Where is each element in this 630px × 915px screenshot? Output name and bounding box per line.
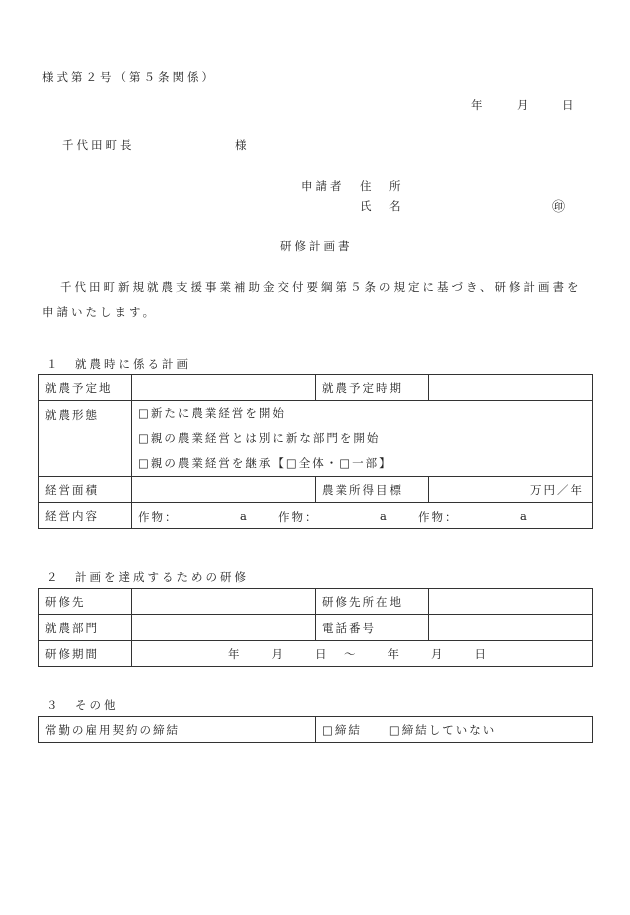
address-label: 住 所 — [360, 179, 404, 193]
training-table — [38, 588, 593, 667]
label-farm-start: 就農予定時期 — [316, 375, 429, 401]
label-farm-division: 就農部門 — [39, 615, 132, 641]
table-row — [39, 717, 593, 743]
section1-heading: １ 就農時に係る計画 — [46, 357, 191, 371]
addressee: 千代田町長 — [62, 138, 135, 152]
date-month-label: 月 — [517, 98, 532, 112]
crop3-label: 作物： — [418, 510, 459, 524]
table-row — [39, 589, 593, 615]
label-phone: 電話番号 — [316, 615, 429, 641]
body-text: 千代田町新規就農支援事業補助金交付要綱第５条の規定に基づき、研修計画書を申請いたします。 — [42, 280, 582, 319]
farm-start-field[interactable] — [429, 375, 593, 401]
farm-area-field[interactable] — [132, 477, 316, 503]
crop2-unit: a — [380, 509, 389, 523]
date-year-label: 年 — [471, 98, 486, 112]
crop2-label: 作物： — [278, 510, 319, 524]
table-row — [39, 401, 593, 477]
farm-type-option-new[interactable]: □新たに農業経営を開始 — [138, 406, 286, 420]
farm-location-field[interactable] — [132, 375, 316, 401]
training-place-field[interactable] — [132, 589, 316, 615]
crop1-unit: a — [240, 509, 249, 523]
label-training-period: 研修期間 — [39, 641, 132, 667]
applicant-label: 申請者 — [301, 179, 345, 193]
income-target-field[interactable] — [429, 477, 593, 503]
farm-type-option-new-division[interactable]: □親の農業経営とは別に新な部門を開始 — [138, 431, 381, 445]
label-farm-location: 就農予定地 — [39, 375, 132, 401]
crop1-label: 作物： — [138, 510, 179, 524]
crop3-unit: a — [520, 509, 529, 523]
table-row — [39, 503, 593, 529]
name-label: 氏 名 — [360, 199, 404, 213]
label-training-place: 研修先 — [39, 589, 132, 615]
farm-type-option-succession[interactable]: □親の農業経営を継承【□全体・□一部】 — [138, 456, 393, 470]
date-day-label: 日 — [562, 98, 577, 112]
table-row — [39, 375, 593, 401]
other-table — [38, 716, 593, 743]
farm-division-field[interactable] — [132, 615, 316, 641]
label-income-target: 農業所得目標 — [316, 477, 429, 503]
table-row — [39, 641, 593, 667]
label-employment-contract: 常勤の雇用契約の締結 — [39, 717, 316, 743]
training-period-field[interactable]: 年 月 日 ～ 年 月 日 — [132, 641, 593, 667]
label-farm-area: 経営面積 — [39, 477, 132, 503]
training-address-field[interactable] — [429, 589, 593, 615]
label-farm-type: 就農形態 — [39, 401, 132, 477]
label-training-address: 研修先所在地 — [316, 589, 429, 615]
addressee-honorific: 様 — [235, 138, 250, 152]
table-row — [39, 477, 593, 503]
farm-type-options — [132, 401, 593, 477]
section3-heading: ３ その他 — [46, 698, 119, 712]
farm-content-field[interactable] — [132, 503, 593, 529]
table-row — [39, 615, 593, 641]
form-number: 様式第２号（第５条関係） — [42, 70, 216, 84]
label-farm-content: 経営内容 — [39, 503, 132, 529]
phone-field[interactable] — [429, 615, 593, 641]
seal-mark: ㊞ — [552, 200, 569, 215]
document-title: 研修計画書 — [280, 239, 353, 253]
section2-heading: ２ 計画を達成するための研修 — [46, 570, 249, 584]
employment-contract-options[interactable]: □締結 □締結していない — [316, 717, 593, 743]
farming-plan-table — [38, 374, 593, 529]
income-unit: 万円／年 — [530, 482, 584, 497]
